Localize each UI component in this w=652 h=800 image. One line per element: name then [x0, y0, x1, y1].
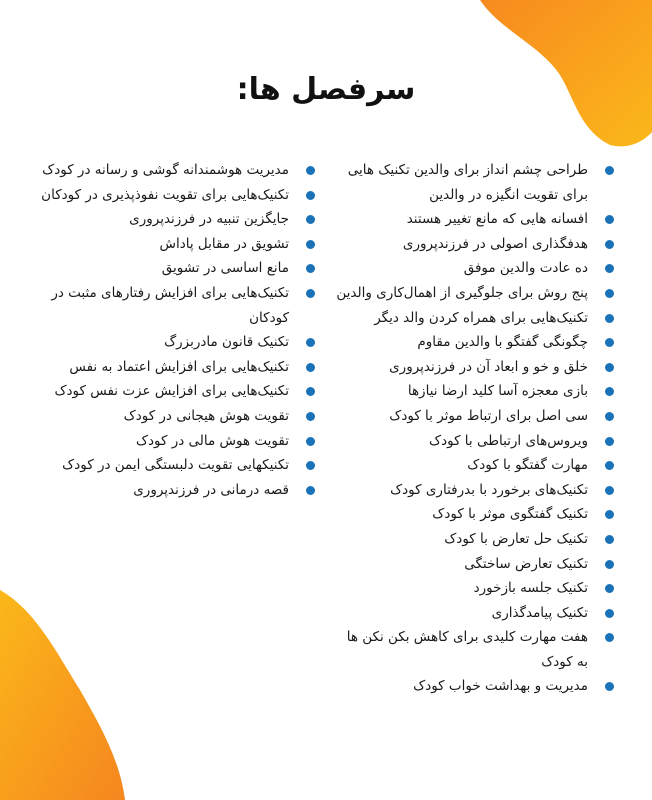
topic-label: تکنیک‌هایی برای تقویت نفوذپذیری در کودکان	[41, 186, 289, 203]
bullet-icon	[605, 166, 614, 175]
topic-item	[334, 576, 614, 601]
topic-item	[334, 379, 614, 404]
topic-item	[25, 453, 315, 478]
topic-item	[334, 158, 614, 207]
topic-label: تکنیک‌هایی برای افزایش رفتارهای مثبت در کودکان	[51, 284, 289, 326]
topic-item	[334, 404, 614, 429]
topic-item	[25, 330, 315, 355]
topic-label: تقویت هوش هیجانی در کودک	[123, 407, 289, 424]
topic-item	[334, 281, 614, 306]
bullet-icon	[605, 584, 614, 593]
topic-item	[334, 355, 614, 380]
topic-label: تکنیک گفتگوی موثر با کودک	[432, 506, 588, 523]
topic-item	[25, 379, 315, 404]
bullet-icon	[306, 461, 315, 470]
topic-label: ویروس‌های ارتباطی با کودک	[429, 432, 588, 449]
topic-item	[334, 256, 614, 281]
bullet-icon	[605, 314, 614, 323]
bullet-icon	[306, 191, 315, 200]
bullet-icon	[306, 363, 315, 372]
topic-label: طراحی چشم انداز برای والدین تکنیک هایی برای تقویت انگیزه در والدین	[347, 162, 588, 203]
topic-item	[334, 306, 614, 331]
topic-item	[25, 404, 315, 429]
bullet-icon	[605, 363, 614, 372]
bullet-icon	[306, 240, 315, 249]
bullet-icon	[306, 264, 315, 273]
bullet-icon	[605, 461, 614, 470]
topic-item	[25, 429, 315, 454]
topic-item	[25, 183, 315, 208]
topic-item	[334, 674, 614, 699]
topic-label: مدیریت هوشمندانه گوشی و رسانه در کودک	[42, 162, 289, 178]
page-title: سرفصل ها:	[236, 72, 416, 107]
topic-label: هدفگذاری اصولی در فرزندپروری	[402, 235, 588, 252]
bullet-icon	[605, 535, 614, 544]
bullet-icon	[605, 264, 614, 273]
bullet-icon	[306, 289, 315, 298]
topic-label: تکنیکهایی تقویت دلبستگی ایمن در کودک	[62, 457, 289, 474]
bullet-icon	[306, 338, 315, 347]
topic-item	[334, 478, 614, 503]
topic-item	[25, 281, 315, 330]
bullet-icon	[306, 166, 315, 175]
topic-item	[334, 330, 614, 355]
bullet-icon	[306, 412, 315, 421]
bullet-icon	[306, 387, 315, 396]
topic-item	[334, 232, 614, 257]
topic-label: جایگزین تنبیه در فرزندپروری	[129, 211, 289, 228]
topic-item	[334, 601, 614, 626]
topic-item	[25, 256, 315, 281]
bullet-icon	[605, 215, 614, 224]
topic-item	[25, 158, 315, 183]
bullet-icon	[306, 486, 315, 495]
topic-item	[25, 355, 315, 380]
topic-label: تکنیک حل تعارض با کودک	[444, 530, 588, 547]
topic-label: چگونگی گفتگو با والدین مقاوم	[417, 334, 588, 351]
bullet-icon	[605, 387, 614, 396]
bullet-icon	[605, 486, 614, 495]
topic-label: تکنیک قانون مادربزرگ	[164, 334, 289, 351]
topics-list-right	[334, 158, 614, 699]
topic-label: مهارت گفتگو با کودک	[467, 457, 588, 474]
topic-item	[334, 429, 614, 454]
topic-label: تکنیک‌های برخورد با بدرفتاری کودک	[390, 481, 588, 498]
topic-label: پنج روش برای جلوگیری از اهمال‌کاری والدین	[336, 284, 588, 301]
topic-item	[334, 207, 614, 232]
topic-label: تکنیک‌هایی برای افزایش اعتماد به نفس	[69, 358, 289, 375]
topic-label: تکنیک تعارض ساختگی	[464, 555, 588, 572]
bullet-icon	[605, 289, 614, 298]
topic-item	[334, 502, 614, 527]
topic-item	[334, 552, 614, 577]
topic-item	[25, 232, 315, 257]
bullet-icon	[605, 510, 614, 519]
topic-label: قصه درمانی در فرزندپروری	[133, 481, 289, 498]
topic-label: مانع اساسی در تشویق	[161, 260, 289, 277]
bullet-icon	[605, 560, 614, 569]
topic-label: تشویق در مقابل پاداش	[159, 235, 289, 252]
bullet-icon	[605, 240, 614, 249]
topic-label: تکنیک پیامدگذاری	[491, 604, 588, 621]
bullet-icon	[605, 338, 614, 347]
topic-label: تکنیک‌هایی برای همراه کردن والد دیگر	[374, 309, 588, 326]
topic-label: هفت مهارت کلیدی برای کاهش بکن نکن ها به کودک	[346, 629, 588, 670]
topic-label: تکنیک جلسه بازخورد	[473, 580, 588, 597]
topic-label: تقویت هوش مالی در کودک	[135, 432, 289, 449]
bullet-icon	[306, 437, 315, 446]
topic-item	[334, 453, 614, 478]
bullet-icon	[605, 412, 614, 421]
bullet-icon	[605, 437, 614, 446]
topic-label: خلق و خو و ابعاد آن در فرزندپروری	[389, 358, 588, 375]
topic-item	[334, 527, 614, 552]
topic-label: سی اصل برای ارتباط موثر با کودک	[389, 407, 588, 424]
topics-list-left	[25, 158, 315, 502]
topic-item	[25, 207, 315, 232]
topic-label: تکنیک‌هایی برای افزایش عزت نفس کودک	[54, 383, 289, 400]
topic-label: بازی معجزه آسا کلید ارضا نیازها	[407, 383, 588, 400]
topic-label: مدیریت و بهداشت خواب کودک	[413, 678, 588, 695]
bullet-icon	[605, 682, 614, 691]
bullet-icon	[605, 609, 614, 618]
topic-label: ده عادت والدین موفق	[463, 260, 588, 277]
bullet-icon	[605, 633, 614, 642]
topic-label: افسانه هایی که مانع تغییر هستند	[406, 211, 588, 228]
topic-item	[25, 478, 315, 503]
bullet-icon	[306, 215, 315, 224]
bottom-left-orange-blob	[0, 590, 125, 800]
topic-item	[334, 625, 614, 674]
